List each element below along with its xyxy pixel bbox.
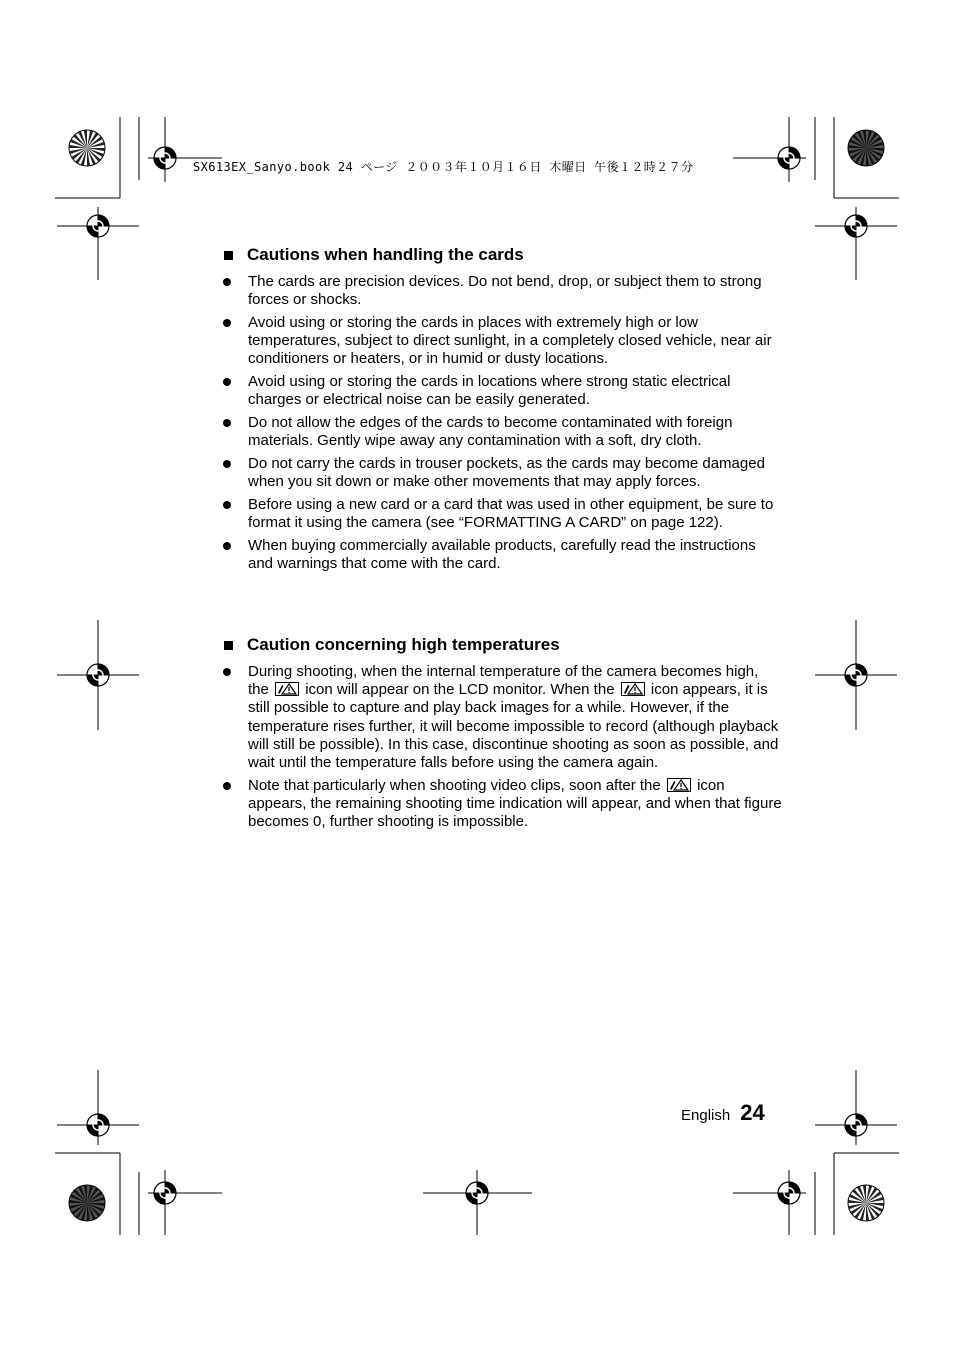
list-item-text: icon will appear on the LCD monitor. When the: [305, 681, 615, 699]
bullet-icon: [223, 278, 231, 286]
list-item: [222, 314, 782, 369]
list-item: [222, 537, 782, 573]
bullet-icon: [223, 668, 231, 676]
section-heading-text: Caution concerning high temperatures: [247, 635, 560, 654]
print-header: SX613EX_Sanyo.book 24 ページ ２００３年１０月１６日 木曜日 午後１２時２７分: [193, 160, 694, 174]
list-item-text: Note that particularly when shooting video clips, soon after the: [248, 776, 661, 794]
temperature-cautions-list: [222, 663, 782, 836]
list-item: [222, 414, 782, 450]
radial-target-icon: [848, 1185, 884, 1221]
page-footer: [681, 1100, 765, 1126]
bullet-icon: [223, 542, 231, 550]
list-item: [222, 496, 782, 532]
bullet-icon: [223, 319, 231, 327]
bullet-icon: [223, 419, 231, 427]
crop-marks-bottom: [55, 1070, 899, 1235]
list-item: [222, 455, 782, 491]
card-cautions-list: [222, 273, 782, 578]
list-item-text: During shooting, when the internal temperature of the camera becomes high, the: [248, 663, 759, 699]
list-item-text: icon appears, it is still possible to capture and play back images for a while. However, if the temperature rises further, it will become impossible to record (although playback will still be possible). In this case, discontinue shooting as soon as possible, and wait until the temperature falls before using the camera again.: [248, 681, 779, 772]
section-heading-temperature: [222, 635, 560, 655]
list-item: [222, 663, 782, 772]
list-item-text: Avoid using or storing the cards in places with extremely high or low temperatures, subject to direct sunlight, in a completely closed vehicle, near air conditioners or heaters, or in humid or dusty locations.: [248, 314, 772, 368]
square-bullet-icon: [224, 251, 233, 260]
list-item-text: The cards are precision devices. Do not bend, drop, or subject them to strong forces or shocks.: [248, 273, 762, 309]
list-item: [222, 777, 782, 832]
list-item-text: Do not carry the cards in trouser pockets, as the cards may become damaged when you sit down or make other movements that may apply forces.: [248, 455, 765, 491]
section-heading-cards: [222, 245, 524, 265]
footer-language: English: [681, 1107, 731, 1124]
square-bullet-icon: [224, 641, 233, 650]
temperature-warning-icon: [667, 778, 691, 792]
bullet-icon: [223, 378, 231, 386]
bullet-icon: [223, 460, 231, 468]
list-item-text: When buying commercially available products, carefully read the instructions and warnings that come with the card.: [248, 537, 756, 573]
list-item: [222, 273, 782, 309]
list-item: [222, 373, 782, 409]
temperature-warning-icon: [621, 682, 645, 696]
section-heading-text: Cautions when handling the cards: [247, 245, 524, 264]
radial-target-icon: [69, 130, 105, 166]
bullet-icon: [223, 501, 231, 509]
temperature-warning-icon: [275, 682, 299, 696]
page-number: 24: [740, 1100, 765, 1125]
bullet-icon: [223, 782, 231, 790]
list-item-text: icon appears, the remaining shooting time indication will appear, and when that figure becomes 0, further shooting is impossible.: [248, 776, 782, 831]
list-item-text: Do not allow the edges of the cards to become contaminated with foreign materials. Gently wipe away any contamination with a soft, dry cloth.: [248, 414, 733, 450]
list-item-text: Avoid using or storing the cards in locations where strong static electrical charges or electrical noise can be easily generated.: [248, 373, 731, 409]
radial-target-icon: [848, 130, 884, 166]
list-item-text: Before using a new card or a card that was used in other equipment, be sure to format it using the camera (see “FORMATTING A CARD” on page 122).: [248, 496, 774, 532]
radial-target-icon: [69, 1185, 105, 1221]
